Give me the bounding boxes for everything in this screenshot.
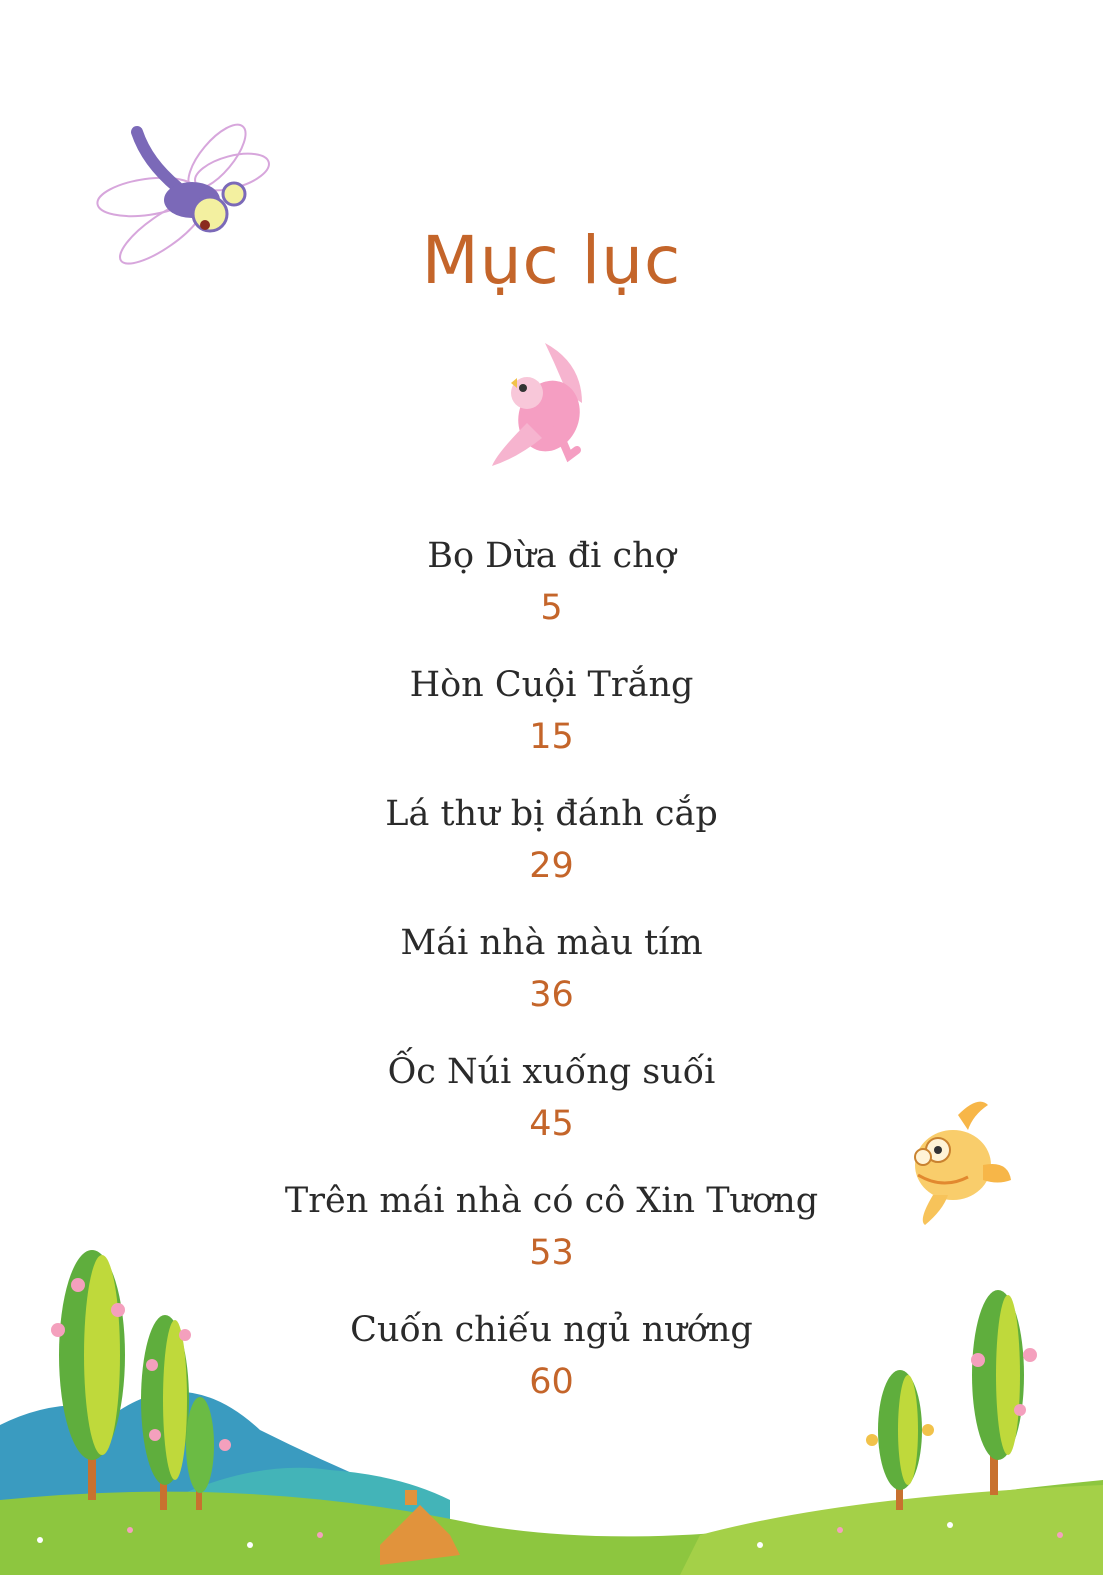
entry-title: Trên mái nhà có cô Xin Tương [284,1181,819,1221]
toc-entry[interactable] [0,661,1103,790]
entry-page-number: 45 [529,1104,574,1144]
entry-page-number: 53 [529,1233,574,1273]
entry-page-number: 5 [540,588,563,628]
entry-page-number: 15 [529,717,574,757]
pink-bird-icon [487,338,592,473]
yellow-bird-icon [903,1095,1013,1230]
entry-page-number: 60 [529,1362,574,1402]
entry-title: Cuốn chiếu ngủ nướng [350,1310,753,1350]
page-title: Mục lục [421,222,682,299]
entry-title: Mái nhà màu tím [400,923,703,963]
entry-page-number: 29 [529,846,574,886]
entry-page-number: 36 [529,975,574,1015]
entry-title: Lá thư bị đánh cắp [385,794,718,834]
landscape-illustration [0,1245,1103,1575]
toc-entry[interactable] [0,532,1103,661]
entry-title: Hòn Cuội Trắng [409,665,694,705]
entry-title: Ốc Núi xuống suối [387,1052,716,1092]
entry-title: Bọ Dừa đi chợ [427,536,676,576]
toc-entry[interactable] [0,790,1103,919]
toc-entry[interactable] [0,919,1103,1048]
